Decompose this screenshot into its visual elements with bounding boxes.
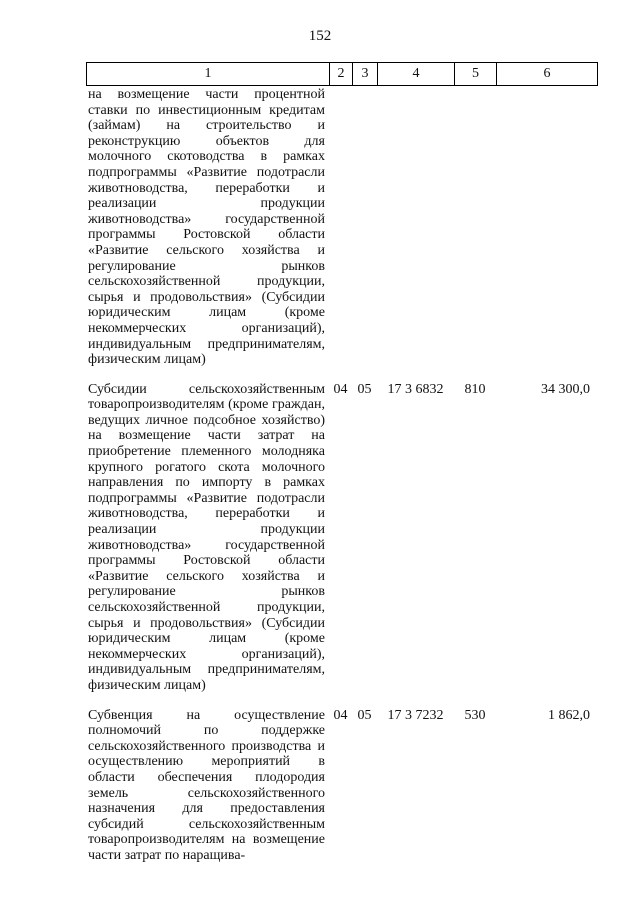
row-amount: 34 300,0	[541, 381, 590, 397]
row-description: Субвенция на осуществление полномочий по поддержке сельскохозяйственного производства и осуществлению мероприятий в области обеспечения плодородия земель сельскохозяйственного назначения для предоставления субсидий сельскохозяйственным товаропроизводителям на возмещение части затрат по наращива-	[88, 707, 325, 863]
row-amount	[496, 87, 596, 368]
row-expense-type	[454, 87, 496, 368]
header-col-3: 3	[353, 63, 378, 85]
header-col-5: 5	[455, 63, 497, 85]
row-target-code: 17 3 7232	[387, 707, 444, 723]
row-section	[329, 87, 352, 368]
row-target-code: 17 3 6832	[387, 381, 444, 397]
header-col-1: 1	[87, 63, 330, 85]
row-subsection	[352, 87, 377, 368]
row-description: Субсидии сельскохозяйственным товаропроизводителям (кроме граждан, ведущих личное подсобное хозяйство) на возмещение части затрат на приобретение племенного молодняка крупного рогатого скота молочного направления по импорту в рамках подпрограммы «Развитие подотрасли животноводства, переработки и реализации продукции животноводства» государственной программы Ростовской области «Развитие сельского хозяйства и регулирование рынков сельскохозяйственной продукции, сырья и продовольствия» (Субсидии юридическим лицам (кроме некоммерческих организаций), индивидуальным предпринимателям, физическим лицам)	[88, 381, 325, 693]
table-header	[86, 62, 598, 86]
row-subsection: 05	[357, 707, 372, 723]
table-row	[86, 87, 598, 368]
table-row	[86, 382, 598, 694]
row-section: 04	[333, 381, 348, 397]
header-col-2: 2	[330, 63, 353, 85]
row-expense-type: 530	[464, 707, 486, 723]
table-row	[86, 708, 598, 864]
row-section: 04	[333, 707, 348, 723]
row-amount: 1 862,0	[548, 707, 590, 723]
header-col-6: 6	[543, 66, 551, 81]
row-target-code	[377, 87, 454, 368]
header-col-4: 4	[378, 63, 455, 85]
row-expense-type: 810	[464, 381, 486, 397]
row-description: на возмещение части процентной ставки по инвестиционным кредитам (займам) на строительство и реконструкцию объектов для молочного скотоводства в рамках подпрограммы «Развитие подотрасли животноводства, переработки и реализации продукции животноводства» государственной программы Ростовской области «Развитие сельского хозяйства и регулирование рынков сельскохозяйственной продукции, сырья и продовольствия» (Субсидии юридическим лицам (кроме некоммерческих организаций), индивидуальным предпринимателям, физическим лицам)	[88, 87, 325, 368]
table-body	[86, 87, 598, 864]
row-subsection: 05	[357, 381, 372, 397]
page-number: 152	[308, 28, 332, 44]
